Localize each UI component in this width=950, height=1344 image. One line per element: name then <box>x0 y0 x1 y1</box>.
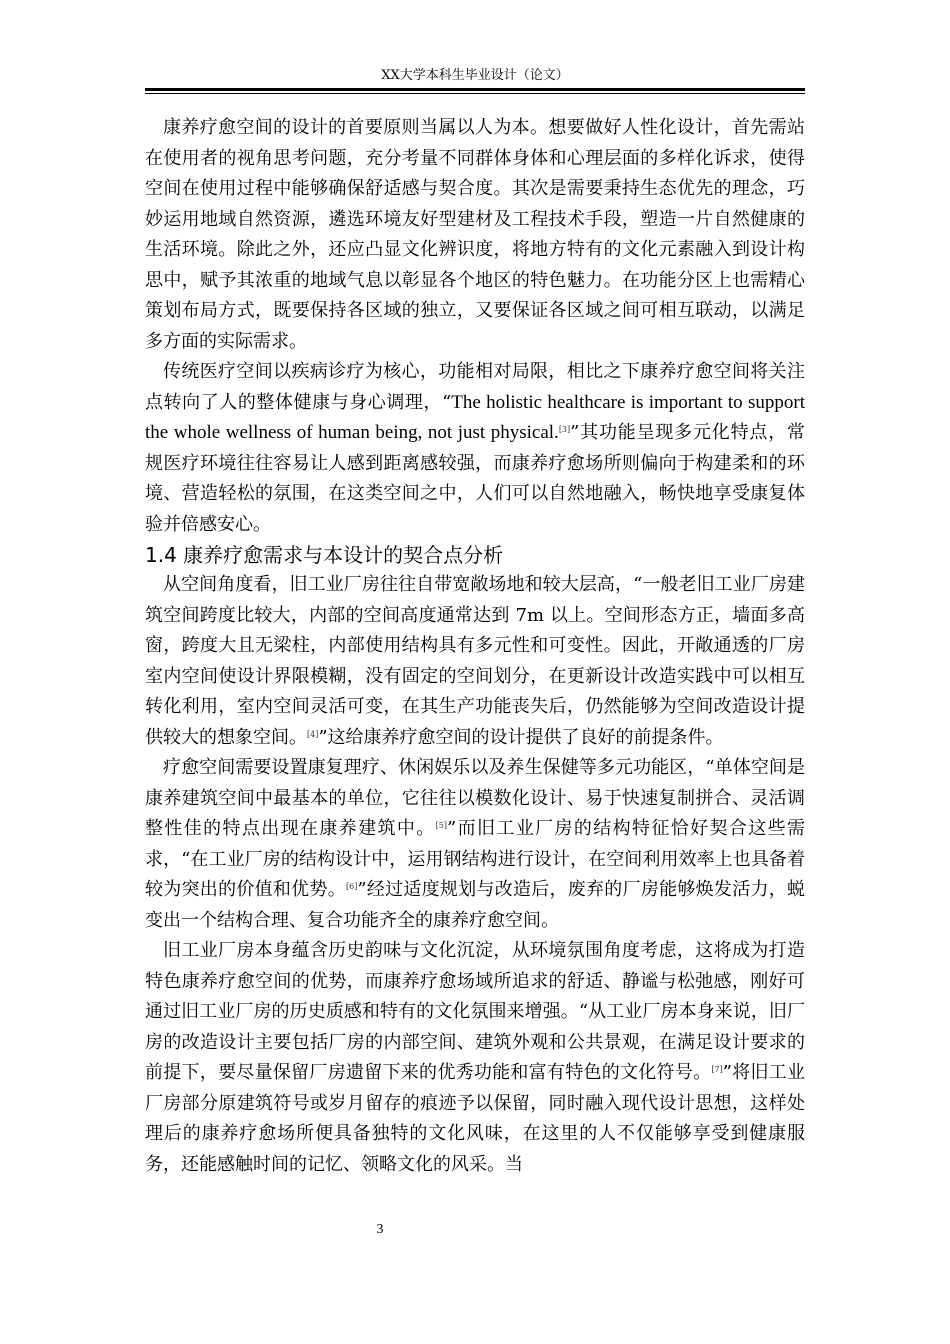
running-header: XX大学本科生毕业设计（论文） <box>381 68 569 83</box>
citation-7: [7] <box>711 1065 723 1074</box>
paragraph-3-text-a: 从空间角度看，旧工业厂房往往自带宽敞场地和较大层高，“一般老旧工业厂房建筑空间跨度比较大，内部的空间高度通常达到 7m 以上。空间形态方正，墙面多高窗，跨度大且无梁柱，内部使用结构具有多元性和可变性。因此，开敞通透的厂房室内空间使设计界限模糊，没有固定的空间划分，在更新设计改造实践中可以相互转化利用，室内空间灵活可变，在其生产功能丧失后，仍然能够为空间改造设计提供较大的想象空间。 <box>145 574 805 748</box>
paragraph-3-text-b: ”这给康养疗愈空间的设计提供了良好的前提条件。 <box>318 726 724 748</box>
paragraph-4-text-c: ”经过适度规划与改造后，废弃的厂房能够焕发活力，蜕变出一个结构合理、复合功能齐全的康养疗愈空间。 <box>145 879 806 931</box>
english-quote: The holistic healthcare is important to support the whole wellness of human being, not just physical. <box>145 391 806 443</box>
paragraph-2-text-b: ”其功能呈现多元化特点，常规医疗环境往往容易让人感到距离感较强，而康养疗愈场所则偏向于构建柔和的环境、营造轻松的氛围，在这类空间之中，人们可以自然地融入，畅快地享受康复体验并倍感安心。 <box>145 422 805 535</box>
body-text <box>145 113 805 1180</box>
paragraph-2 <box>145 357 805 540</box>
citation-4: [4] <box>307 729 319 739</box>
citation-3: [3] <box>558 425 571 434</box>
paragraph-5-text-a: 旧工业厂房本身蕴含历史韵味与文化沉淀，从环境氛围角度考虑，这将成为打造特色康养疗愈空间的优势，而康养疗愈场域所追求的舒适、静谧与松弛感，刚好可通过旧工业厂房的历史质感和特有的文化氛围来增强。“从工业厂房本身来说，旧厂房的改造设计主要包括厂房的内部空间、建筑外观和公共景观，在满足设计要求的前提下，要尽量保留厂房遗留下来的优秀功能和富有特色的文化符号。 <box>145 940 805 1083</box>
page-number: 3 <box>376 1222 384 1237</box>
citation-6: [6] <box>345 882 358 891</box>
paragraph-4 <box>145 753 805 936</box>
section-heading: 1.4 康养疗愈需求与本设计的契合点分析 <box>145 543 504 567</box>
paragraph-1: 康养疗愈空间的设计的首要原则当属以人为本。想要做好人性化设计，首先需站在使用者的视角思考问题，充分考量不同群体身体和心理层面的多样化诉求，使得空间在使用过程中能够确保舒适感与契合度。其次是需要秉持生态优先的理念，巧妙运用地域自然资源，遴选环境友好型建材及工程技术手段，塑造一片自然健康的生活环境。除此之外，还应凸显文化辨识度，将地方特有的文化元素融入到设计构思中，赋予其浓重的地域气息以彰显各个地区的特色魅力。在功能分区上也需精心策划布局方式，既要保持各区域的独立，又要保证各区域之间可相互联动，以满足多方面的实际需求。 <box>145 117 805 352</box>
citation-5: [5] <box>435 821 448 830</box>
header-rule-thin <box>145 93 805 94</box>
header-rule-thick <box>145 88 805 91</box>
paragraph-5 <box>145 936 805 1180</box>
paragraph-2-text-a: 传统医疗空间以疾病诊疗为核心，功能相对局限，相比之下康养疗愈空间将关注点转向了人的整体健康与身心调理，“ <box>145 361 805 413</box>
paragraph-4-text-b: ”而旧工业厂房的结构特征恰好契合这些需求，“在工业厂房的结构设计中，运用钢结构进行设计，在空间利用效率上也具备着较为突出的价值和优势。 <box>145 818 806 900</box>
paragraph-5-text-b: ”将旧工业厂房部分原建筑符号或岁月留存的痕迹予以保留，同时融入现代设计思想，这样处理后的康养疗愈场所便具备独特的文化风味，在这里的人不仅能够享受到健康服务，还能感触时间的记忆、领略文化的风采。当 <box>145 1062 806 1175</box>
paragraph-4-text-a: 疗愈空间需要设置康复理疗、休闲娱乐以及养生保健等多元功能区，“单体空间是康养建筑空间中最基本的单位，它往往以模数化设计、易于快速复制拼合、灵活调整性佳的特点出现在康养建筑中。 <box>145 757 805 839</box>
paragraph-3 <box>145 570 805 753</box>
